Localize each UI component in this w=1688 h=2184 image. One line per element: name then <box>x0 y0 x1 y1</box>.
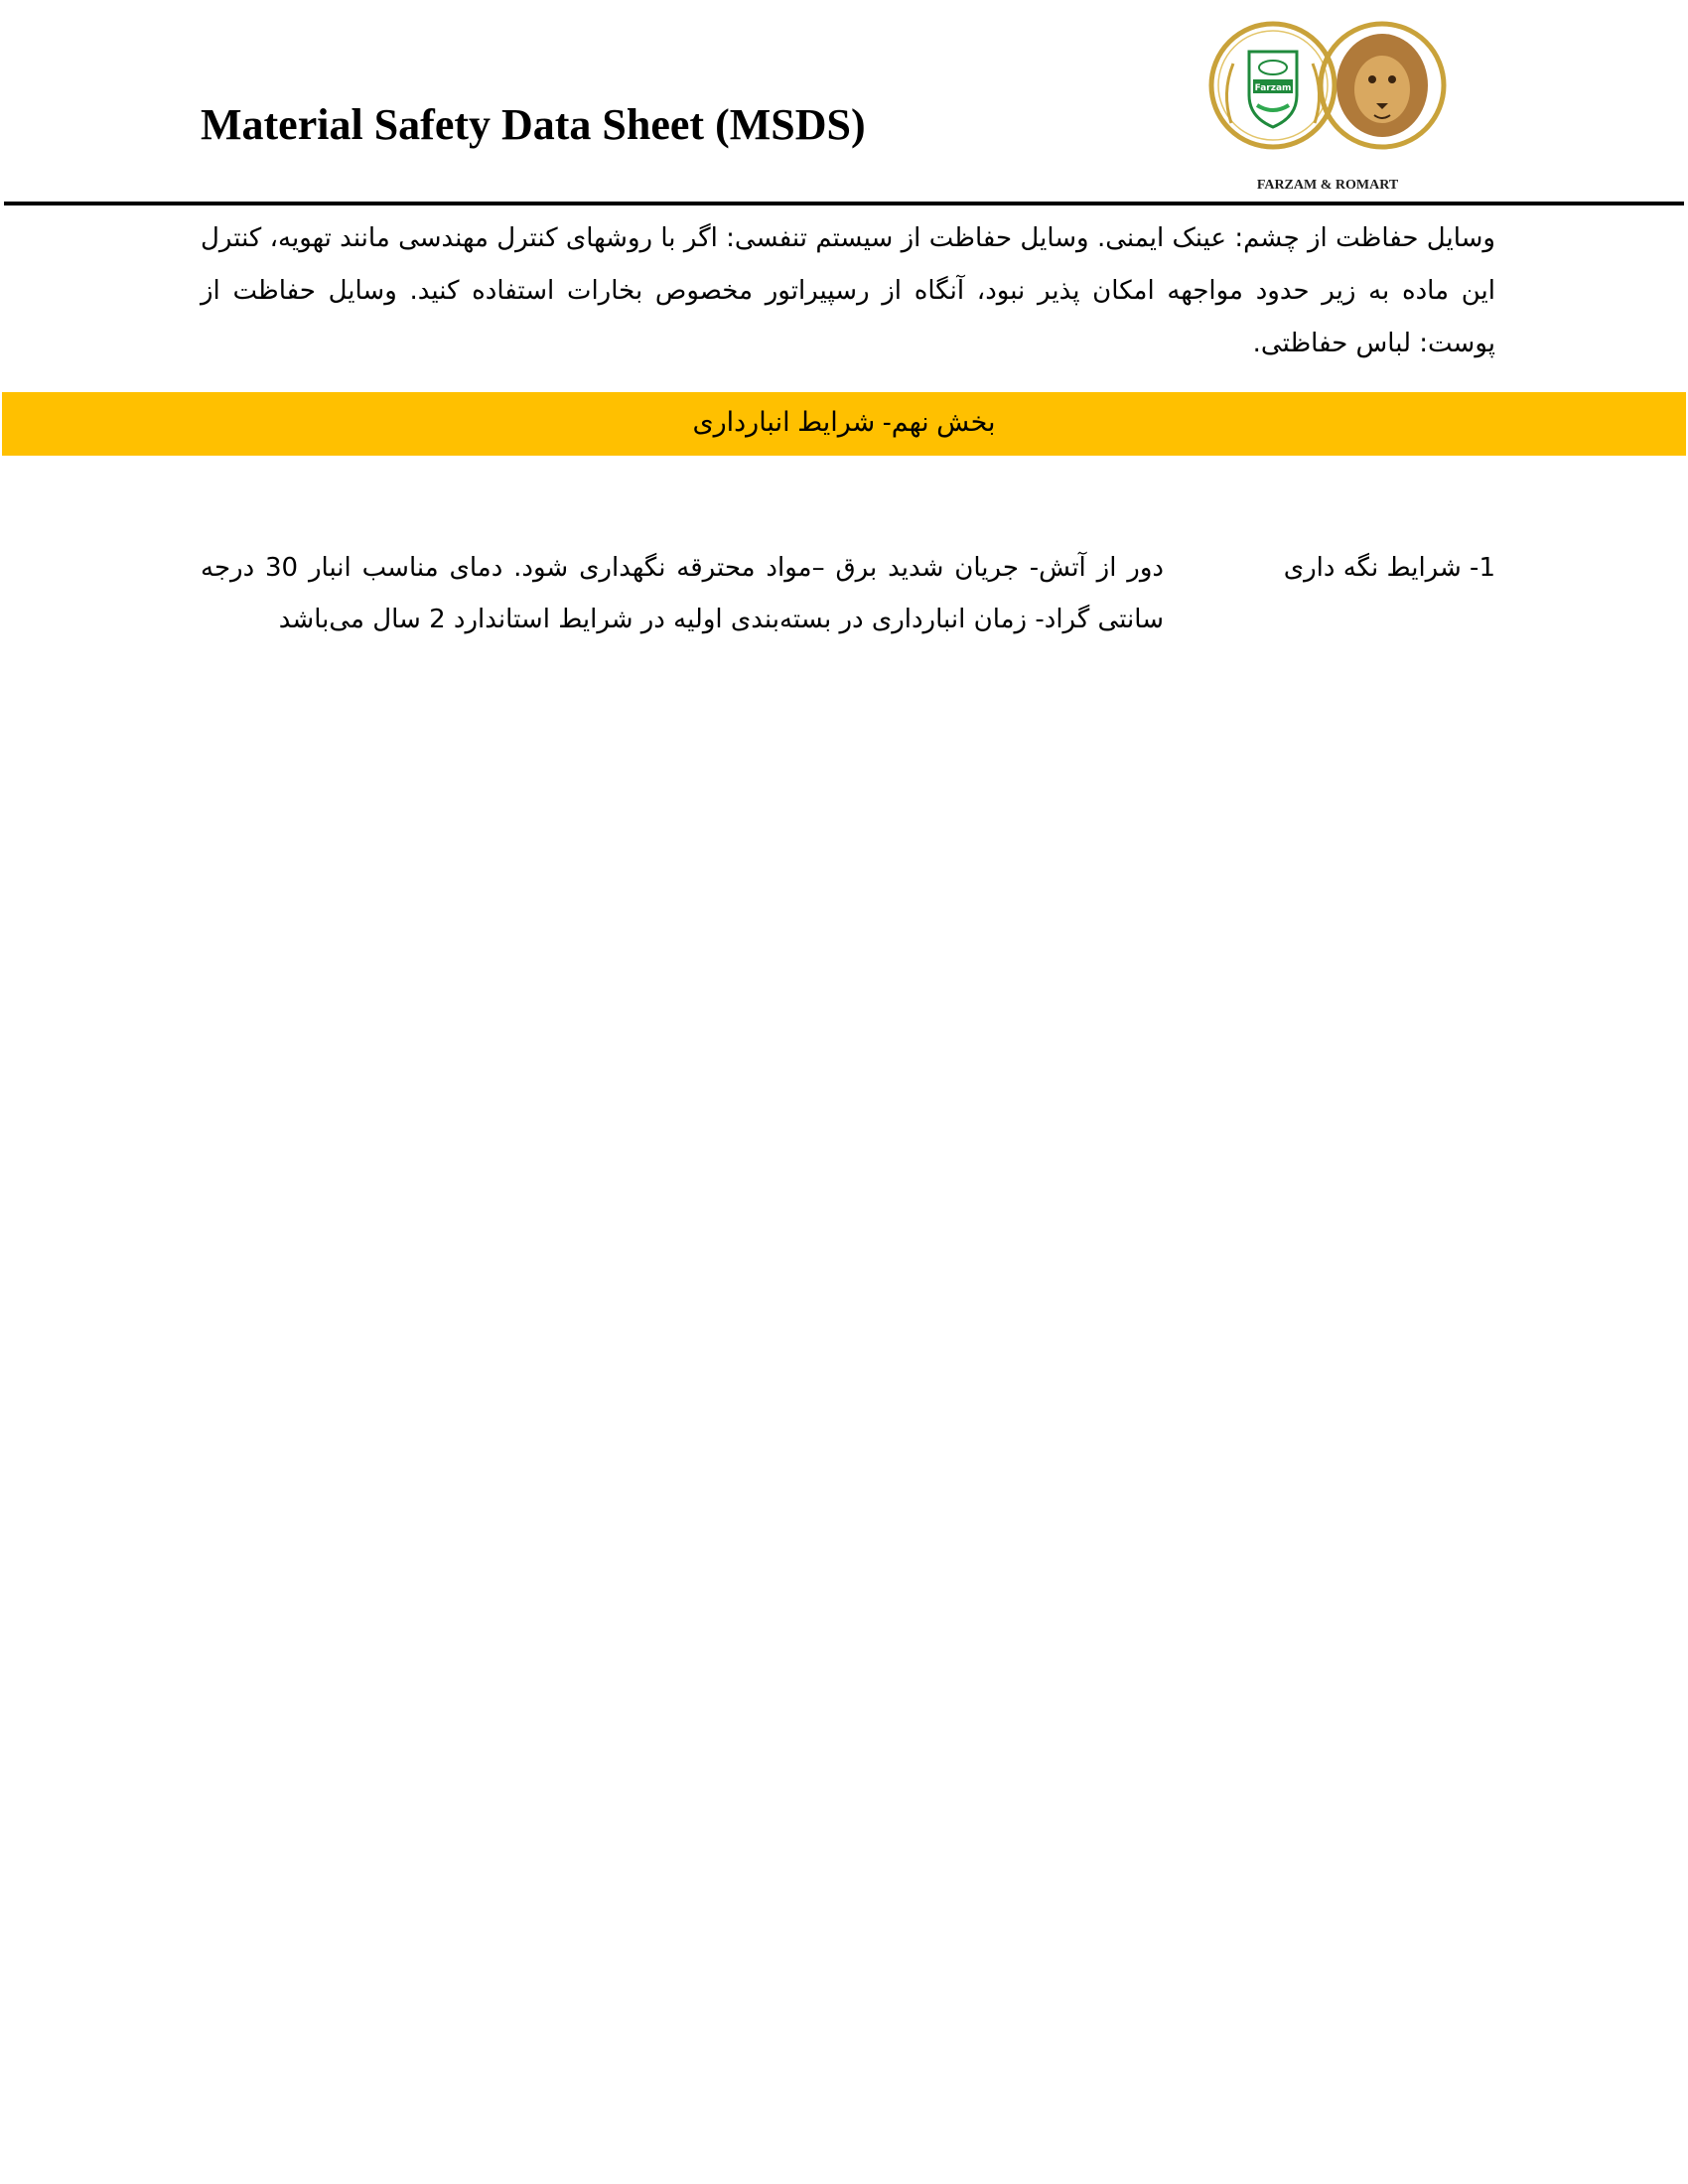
storage-conditions-text: دور از آتش- جریان شدید برق –مواد محترقه نگهداری شود. دمای مناسب انبار 30 درجه سانتی گراد- زمان انبارداری در بسته‌بندی اولیه در شرایط استاندارد 2 سال می‌باشد <box>201 553 1164 634</box>
wheat-left-icon <box>1226 64 1233 123</box>
wheat-right-icon <box>1313 64 1320 123</box>
protection-paragraph: وسایل حفاظت از چشم: عینک ایمنی. وسایل حفاظت از سیستم تنفسی: اگر با روشهای کنترل مهندسی مانند تهویه، کنترل این ماده به زیر حدود مواجهه امکان پذیر نبود، آنگاه از رسپیراتور مخصوص بخارات استفاده کنید. وسایل حفاظت از پوست: لباس حفاظتی. <box>201 223 1495 358</box>
document-title: Material Safety Data Sheet (MSDS) <box>201 100 866 149</box>
section-title: بخش نهم- شرایط انبارداری <box>692 407 996 437</box>
company-logo <box>1201 14 1470 198</box>
header-divider <box>4 202 1684 205</box>
lion-icon <box>1336 34 1428 137</box>
section-header-band <box>2 392 1686 456</box>
logo-graphic <box>1201 14 1470 198</box>
storage-conditions-label: 1- شرایط نگه داری <box>1283 553 1495 583</box>
shield-text: Farzam <box>1254 83 1292 93</box>
logo-caption: FARZAM & ROMART <box>1256 178 1399 193</box>
